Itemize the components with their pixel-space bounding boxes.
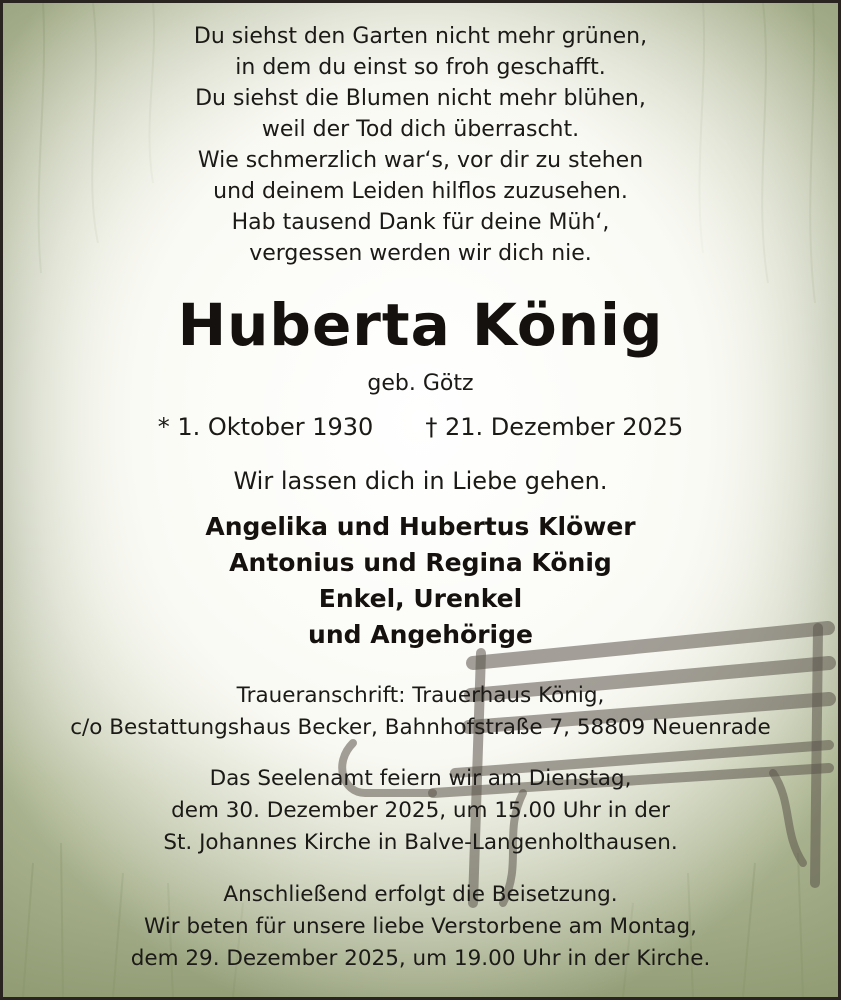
poem-line: vergessen werden wir dich nie. <box>249 241 592 266</box>
poem-line: und deinem Leiden hilflos zuzusehen. <box>213 179 628 204</box>
farewell-text: Wir lassen dich in Liebe gehen. <box>233 467 608 495</box>
poem-line: weil der Tod dich überrascht. <box>261 117 580 142</box>
birth-date: * 1. Oktober 1930 <box>157 413 374 441</box>
burial-line: dem 29. Dezember 2025, um 19.00 Uhr in der Kirche. <box>130 946 711 971</box>
poem-line: Du siehst den Garten nicht mehr grünen, <box>193 24 648 49</box>
mourner-line: Antonius und Regina König <box>229 548 612 577</box>
life-dates <box>3 410 838 444</box>
poem-line: Du siehst die Blumen nicht mehr blühen, <box>195 86 646 111</box>
deceased-name: Huberta König <box>177 291 664 359</box>
burial-line: Wir beten für unsere liebe Verstorbene am Montag, <box>144 914 697 939</box>
poem-line: Hab tausend Dank für deine Müh‘, <box>231 210 610 235</box>
burial-info <box>3 879 838 975</box>
poem <box>3 21 838 269</box>
mourner-line: und Angehörige <box>308 620 533 649</box>
mourner-line: Enkel, Urenkel <box>318 584 523 613</box>
poem-line: Wie schmerzlich war‘s, vor dir zu stehen <box>197 148 644 173</box>
requiem-mass-info <box>3 763 838 859</box>
death-date: † 21. Dezember 2025 <box>425 413 684 441</box>
poem-line: in dem du einst so froh geschafft. <box>235 55 606 80</box>
maiden-name: geb. Götz <box>367 371 474 396</box>
mourner-line: Angelika und Hubertus Klöwer <box>205 512 636 541</box>
mourning-address <box>3 680 838 744</box>
mass-line: Das Seelenamt feiern wir am Dienstag, <box>209 766 632 791</box>
mass-line: dem 30. Dezember 2025, um 15.00 Uhr in der <box>171 798 670 823</box>
mass-line: St. Johannes Kirche in Balve-Langenholthausen. <box>163 830 678 855</box>
mourners-list <box>3 509 838 653</box>
address-line: c/o Bestattungshaus Becker, Bahnhofstraße 7, 58809 Neuenrade <box>70 715 771 740</box>
address-line: Traueranschrift: Trauerhaus König, <box>236 683 605 708</box>
burial-line: Anschließend erfolgt die Beisetzung. <box>223 882 618 907</box>
